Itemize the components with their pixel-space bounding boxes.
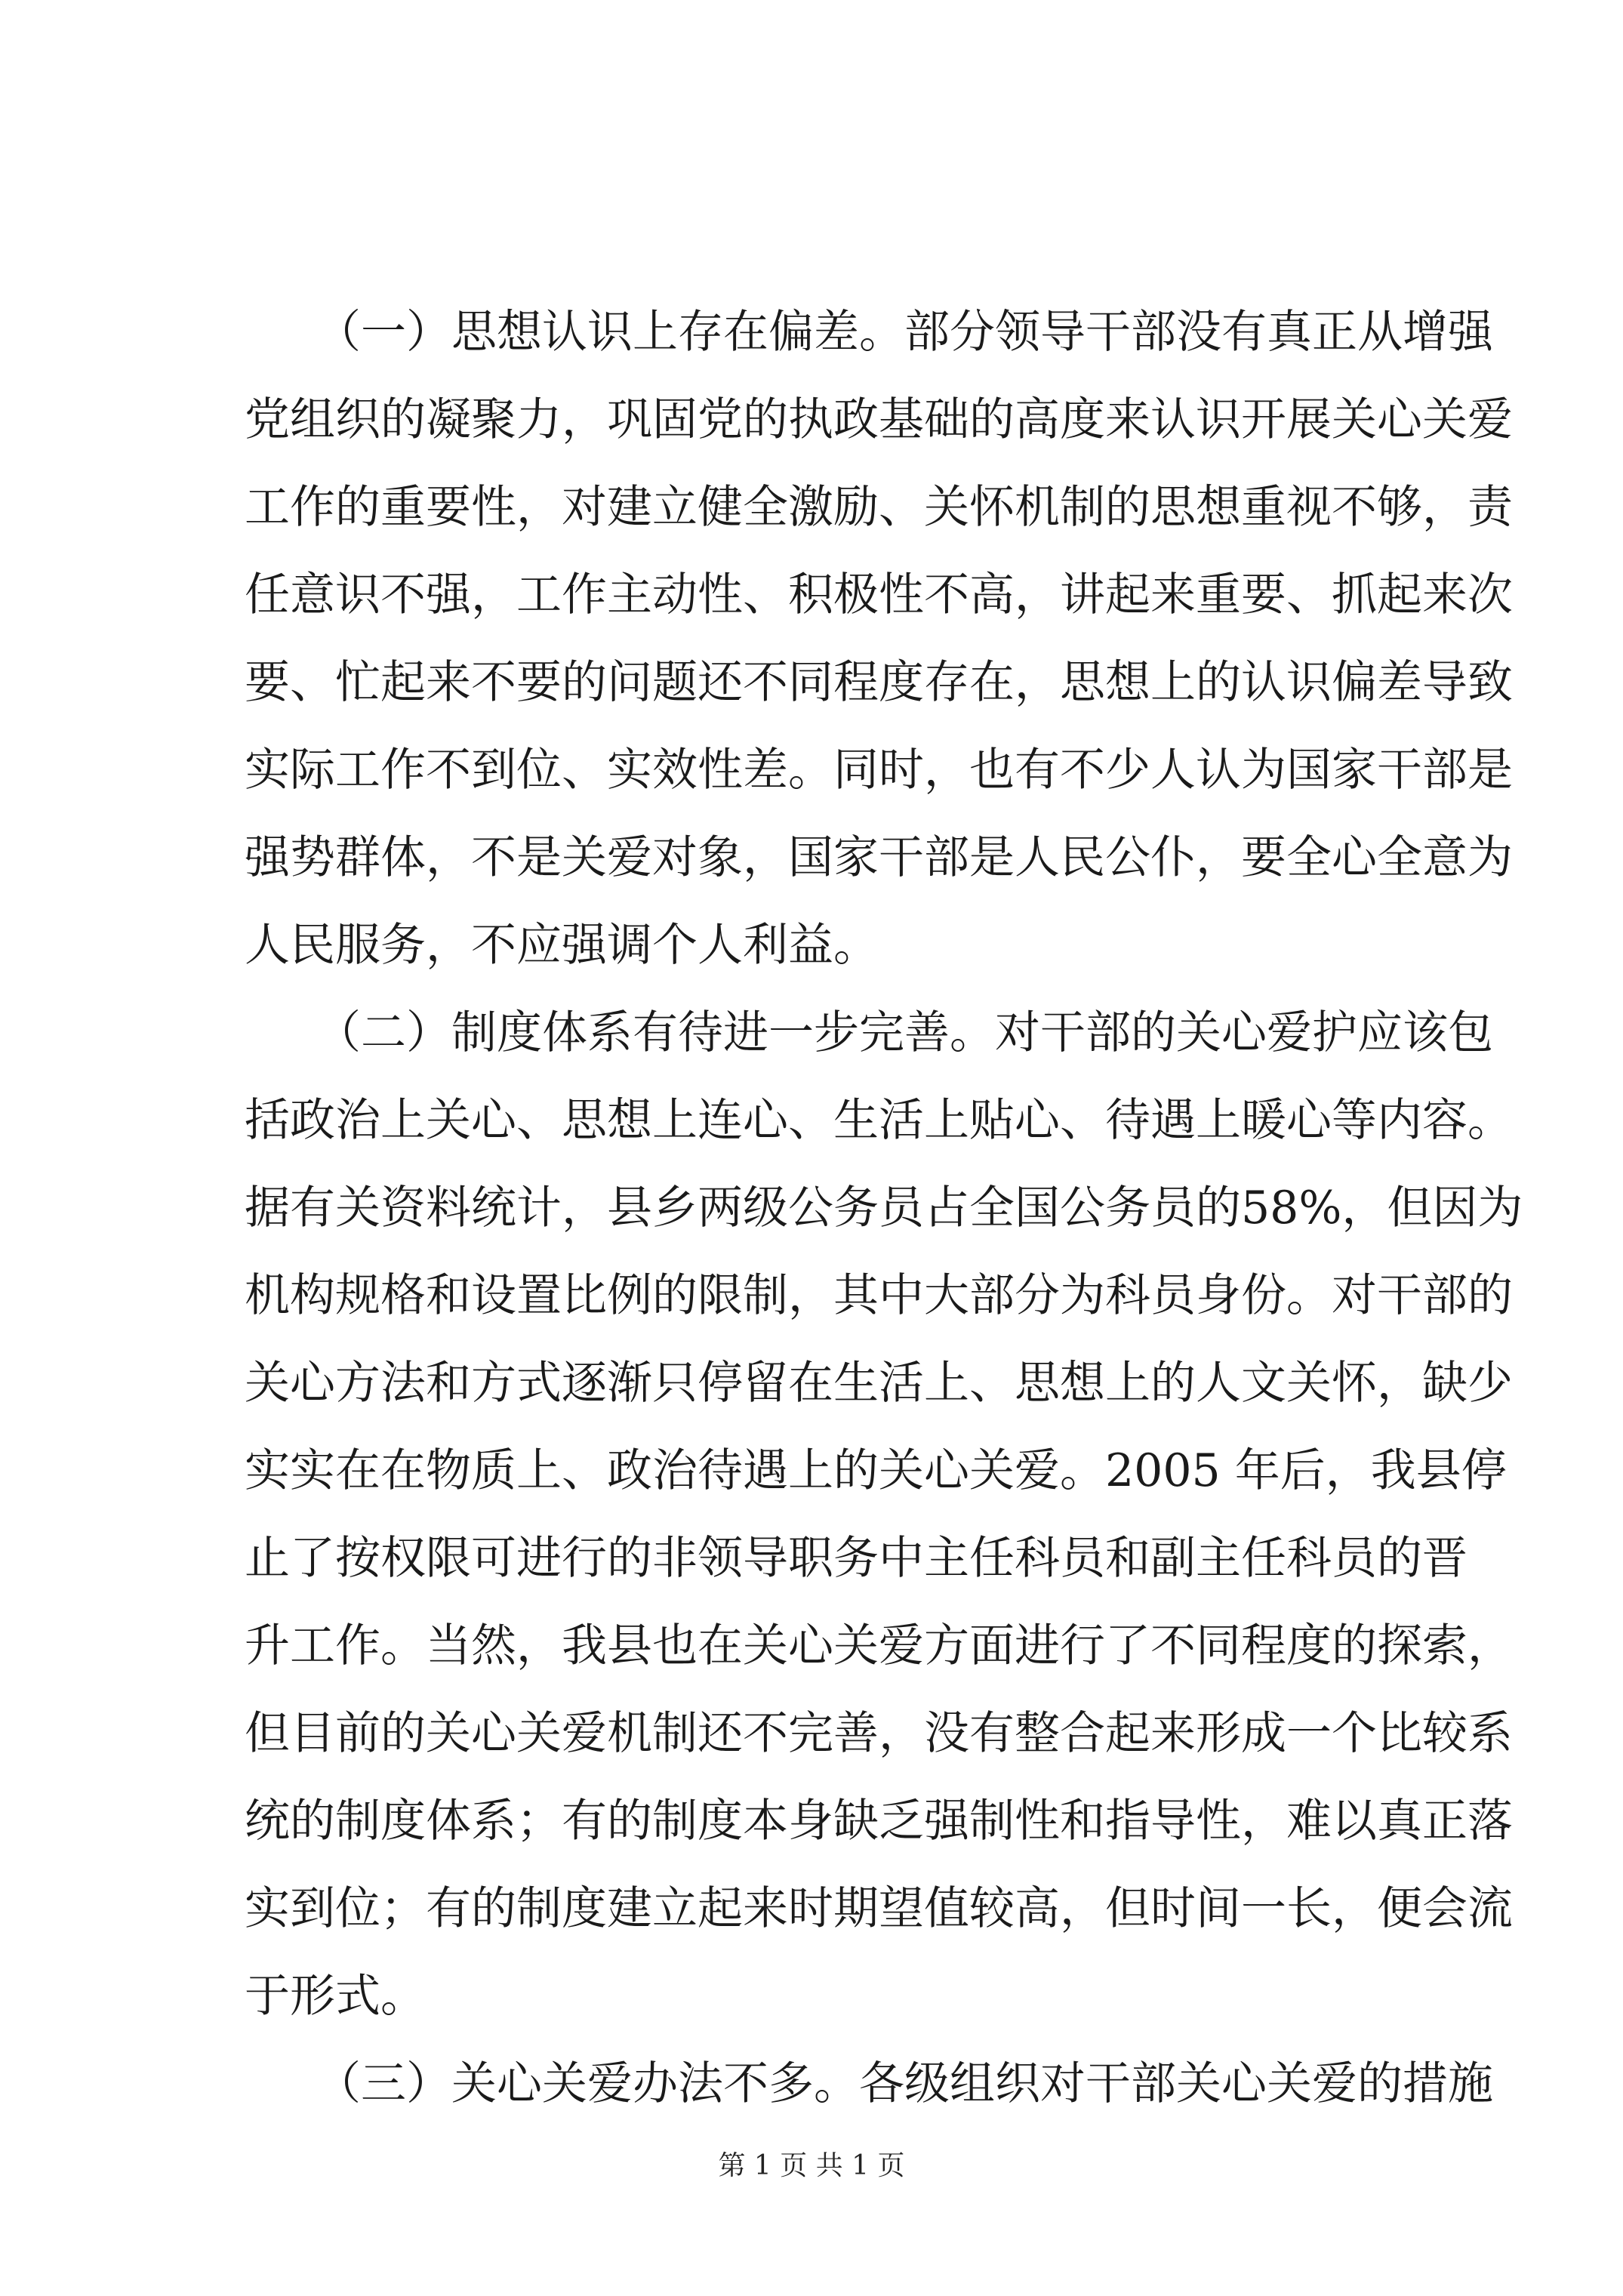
page-footer: 第 1 页 共 1 页	[718, 2150, 905, 2181]
paragraph-1-line: 实际工作不到位、实效性差。同时，也有不少人认为国家干部是	[245, 744, 1513, 797]
paragraph-2-line: 于形式。	[245, 1970, 426, 2023]
paragraph-2-line: 关心方法和方式逐渐只停留在生活上、思想上的人文关怀，缺少	[245, 1357, 1513, 1410]
paragraph-2-line: 止了按权限可进行的非领导职务中主任科员和副主任科员的晋	[245, 1532, 1467, 1585]
paragraph-1-line: 要、忙起来不要的问题还不同程度存在，思想上的认识偏差导致	[245, 656, 1513, 709]
paragraph-2-line: 机构规格和设置比例的限制，其中大部分为科员身份。对干部的	[245, 1269, 1513, 1322]
paragraph-1-line: 强势群体，不是关爱对象，国家干部是人民公仆，要全心全意为	[245, 831, 1513, 884]
paragraph-2-line: （二）制度体系有待进一步完善。对干部的关心爱护应该包	[316, 1006, 1493, 1059]
document-body	[245, 288, 1523, 2128]
paragraph-1-line: 工作的重要性，对建立健全激励、关怀机制的思想重视不够，责	[245, 481, 1513, 534]
paragraph-2-line: 实实在在物质上、政治待遇上的关心关爱。2005 年后，我县停	[245, 1444, 1507, 1497]
paragraph-2-line: 实到位；有的制度建立起来时期望值较高，但时间一长，便会流	[245, 1882, 1513, 1935]
paragraph-2-line: 括政治上关心、思想上连心、生活上贴心、待遇上暖心等内容。	[245, 1094, 1513, 1147]
paragraph-2-line: 统的制度体系；有的制度本身缺乏强制性和指导性，难以真正落	[245, 1795, 1513, 1848]
paragraph-2-line: 据有关资料统计，县乡两级公务员占全国公务员的58%，但因为	[245, 1182, 1523, 1234]
paragraph-2-line: 升工作。当然，我县也在关心关爱方面进行了不同程度的探索，	[245, 1620, 1513, 1672]
paragraph-1-line: （一）思想认识上存在偏差。部分领导干部没有真正从增强	[316, 306, 1493, 359]
paragraph-1-line: 任意识不强，工作主动性、积极性不高，讲起来重要、抓起来次	[245, 569, 1513, 621]
paragraph-2-line: 但目前的关心关爱机制还不完善，没有整合起来形成一个比较系	[245, 1707, 1513, 1760]
paragraph-1-line: 人民服务，不应强调个人利益。	[245, 919, 879, 972]
paragraph-3-line: （三）关心关爱办法不多。各级组织对干部关心关爱的措施	[316, 2057, 1493, 2110]
paragraph-1-line: 党组织的凝聚力，巩固党的执政基础的高度来认识开展关心关爱	[245, 393, 1513, 446]
